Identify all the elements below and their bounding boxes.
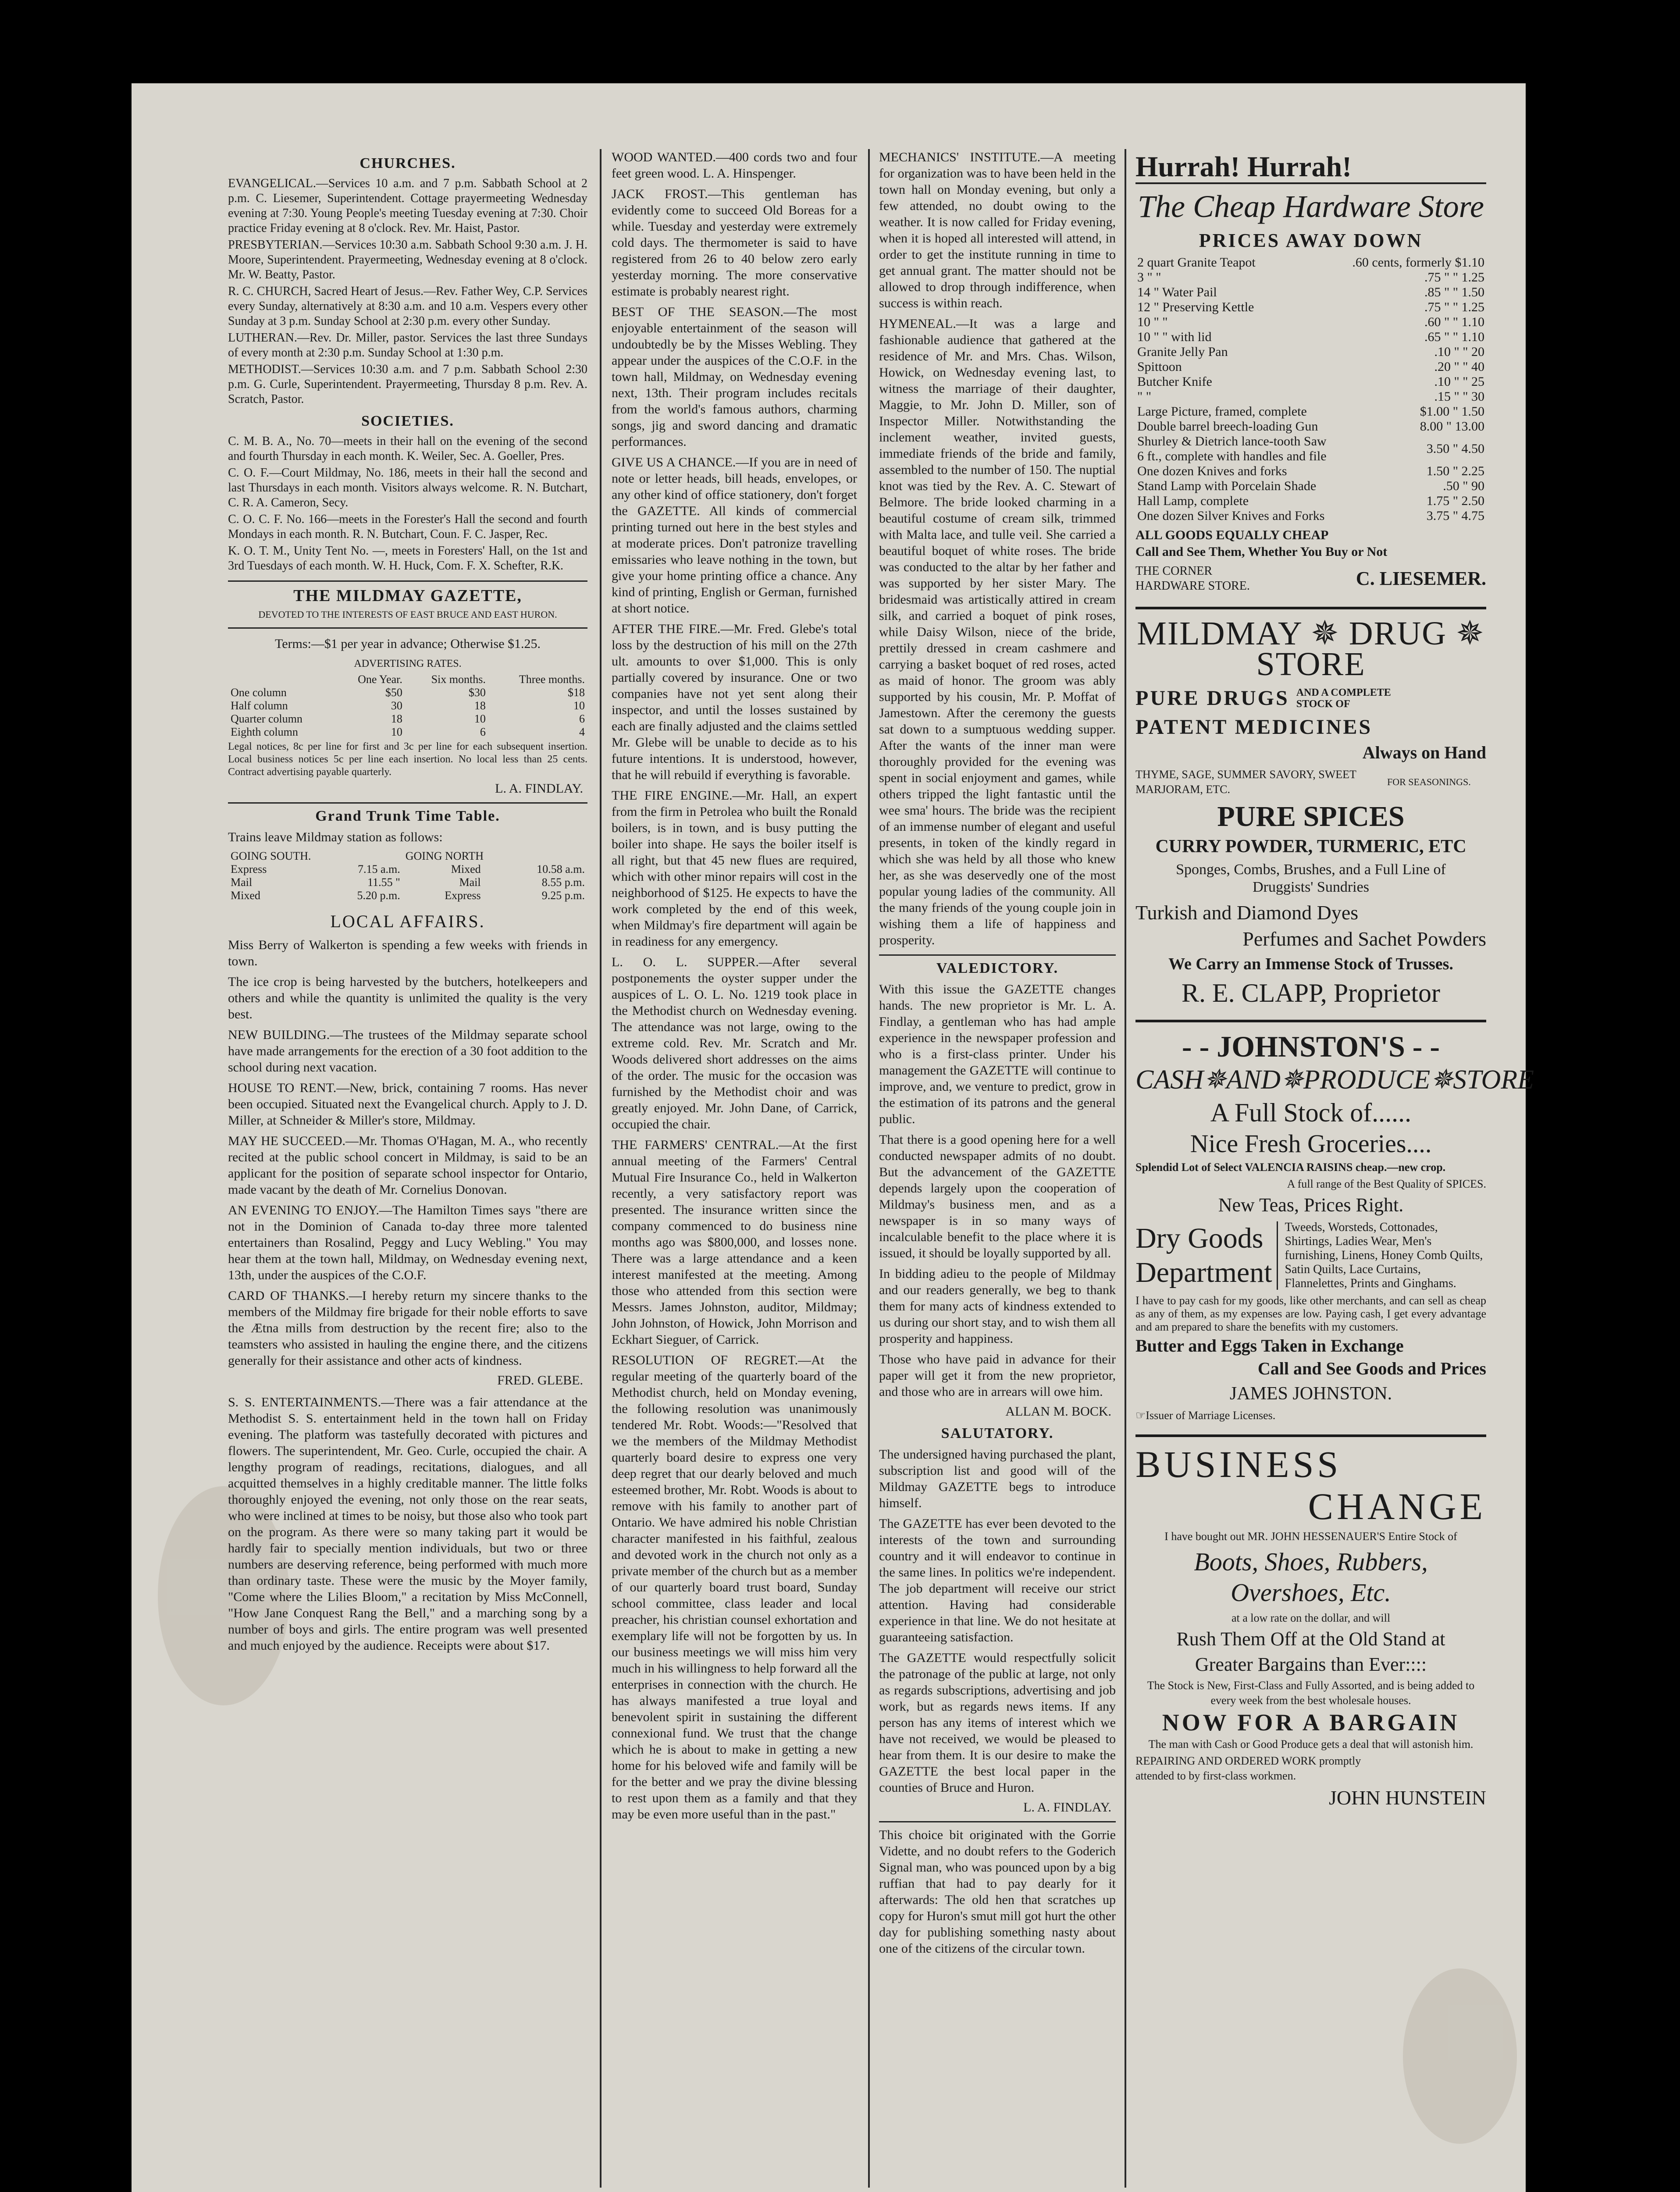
dry-goods-department: Dry Goods Department [1135,1221,1278,1290]
hurrah-heading: Hurrah! Hurrah! [1135,152,1486,184]
item-price: .75 " " 1.25 [1424,300,1484,314]
table-cell: Half column [231,699,288,712]
item-name: One dozen Knives and forks [1137,464,1287,478]
local-item: NEW BUILDING.—The trustees of the Mildmay separate school have made arrangements for the erection of a 30 foot addition to the school during next vacation. [228,1028,587,1075]
table-cell: Eighth column [231,726,298,738]
table-row [228,686,587,699]
new-teas: New Teas, Prices Right. [1218,1194,1404,1216]
table-row [1135,285,1486,300]
item-price: .65 " " 1.10 [1424,330,1484,344]
table-cell: $18 [568,686,585,699]
item-price: .60 cents, formerly $1.10 [1352,255,1484,270]
valedictory-heading: VALEDICTORY. [879,954,1116,977]
pure-spices: PURE SPICES [1217,801,1405,833]
table-cell: Mixed [451,863,481,875]
news-item: HYMENEAL.—It was a large and fashionable audience that gathered at the residence of Mr. and Mrs. Chas. Wilson, Howick, on Wednesday evening last, to witness the marriage of their daughter, Maggie, to Mr. John D. Miller, son of Inspector Miller. Notwithstanding the inclement weather, invited guests, immediate friends of the bride and family, assembled to the number of 150. The nuptial knot was tied by the Rev. A. C. Stewart of Belmore. The bride looked charming in a beautiful costume of cream silk, trimmed with Malta lace, and tulle veil. She carried a beautiful boquet of white roses. The bride was conducted to the altar by her father and was supported by her sister Mary. The bridesmaid was artistically attired in cream silk, and carried a boquet of pink roses, while Daisy Wilson, niece of the bride, prettily dressed in cream cashmere and carrying a basket boquet of red roses, acted as maid of honor. The groom was ably supported by his cousin, Mr. P. Moffat of Jamestown. After the ceremony the guests sat down to a sumptuous wedding supper. After the wants of the inner man were thoroughly provided for the evening was spent in social enjoyment and games, while others tripped the light fantastic until the wee sma' hours. The bride was the recipient of an immense number of elegant and useful presents, in token of the kindly regard in which she was held by all those who knew her, as she was deservedly one of the most popular young ladies of the community. All the many friends of the young couple join in wishing them a life of happiness and prosperity. [879,317,1116,947]
butter-and-eggs: Butter and Eggs Taken in Exchange [1135,1336,1404,1356]
cash-produce-store: CASH✵AND✵PRODUCE✵STORE [1135,1065,1534,1095]
business-owner: JOHN HUNSTEIN [1328,1786,1486,1809]
table-cell: $30 [468,686,486,699]
news-item: This choice bit originated with the Gorrie Vidette, and no doubt refers to the Goderich Signal man, who was pounced upon by a big ruffian that had to pay dearly for it afterwards: The old hen that scratches up copy for Huron's smut mill got hurt the other day for publishing something nasty about one of the citizens of the circular town. [879,1821,1116,1957]
table-cell: GOING SOUTH. [231,850,311,862]
corner-store: THE CORNER HARDWARE STORE. [1135,564,1250,593]
item-name: Spittoon [1137,359,1182,374]
table-row [1135,464,1486,479]
table-row [1135,479,1486,494]
table-header-row [228,850,587,863]
table-row [228,889,587,902]
table-cell: 11.55 " [367,876,400,889]
item-name: " " [1137,389,1151,404]
seasonings-line [1135,765,1486,799]
item-price: 3.50 " 4.50 [1426,441,1484,456]
now-for-a-bargain: NOW FOR A BARGAIN [1162,1709,1460,1736]
cash-or-produce: The man with Cash or Good Produce gets a deal that will astonish him. [1148,1738,1474,1751]
table-row [1135,255,1486,270]
table-row [1135,300,1486,315]
column-rule [1125,149,1126,2188]
salutatory-paragraph: The undersigned having purchased the plant, subscription list and good will of the Mildmay GAZETTE begs to introduce himself. [879,1447,1116,1510]
marriage-licenses: ☞Issuer of Marriage Licenses. [1135,1409,1276,1422]
table-cell: Express [445,889,481,902]
table-cell: Mixed [231,889,260,902]
item-name: 10 " " [1137,315,1168,329]
hardware-ad [1135,152,1486,595]
news-item: BEST OF THE SEASON.—The most enjoyable entertainment of the season will undoubtedly be by the Misses Webling. They appear under the auspices of the C.O.F. in the town hall, Mildmay, on Wednesday evening next, 13th. Their program includes recitals from the world's famous authors, charming songs, jig and sword dancing and dramatic performances. [612,305,857,449]
table-cell: 10 [391,726,402,738]
for-seasonings: FOR SEASONINGS. [1387,776,1471,787]
boots-shoes: Boots, Shoes, Rubbers, Overshoes, Etc. [1194,1548,1428,1607]
church-entry: METHODIST.—Services 10:30 a.m. and 7 p.m. Sabbath School 2:30 p.m. G. Curle, Superintendent. Prayermeeting, Thursday 8 p.m. Rev. A. Scratch, Pastor. [228,363,587,406]
dry-goods-block [1135,1219,1486,1292]
item-name: One dozen Silver Knives and Forks [1137,509,1325,523]
item-price: .10 " " 20 [1434,345,1484,359]
grand-trunk-heading: Grand Trunk Time Table. [228,802,587,825]
news-item: AFTER THE FIRE.—Mr. Fred. Glebe's total loss by the destruction of his mill on the 27th ult. amounts to over $1,000. This is only partially covered by insurance. One or two companies have not yet sent along their inspector, and until the losses sustained by each are finally adjusted and the claims settled Mr. Glebe will be unable to decide as to his future intentions. It is understood, however, that he will rebuild if everything is favorable. [612,622,857,782]
column-rule [868,149,870,2188]
society-entry: C. O. F.—Court Mildmay, No. 186, meets in their hall the second and last Thursdays in each month. Visitors always welcome. R. N. Butchart, C. R. A. Cameron, Secy. [228,466,587,509]
item-price: .85 " " 1.50 [1424,285,1484,299]
item-price: 3.75 " 4.75 [1426,509,1484,523]
societies-heading: SOCIETIES. [361,413,454,429]
item-price: 1.75 " 2.50 [1426,494,1484,508]
item-name: Hall Lamp, complete [1137,494,1249,508]
item-name: 10 " " with lid [1137,330,1212,344]
church-entry: LUTHERAN.—Rev. Dr. Miller, pastor. Services the last three Sundays of every month at 2:30 p.m. Sunday School at 1:30 p.m. [228,331,587,359]
table-cell: 5.20 p.m. [357,889,400,902]
church-entry: PRESBYTERIAN.—Services 10:30 a.m. Sabbath School 9:30 a.m. J. H. Moore, Superintendent. Prayermeeting, Wednesday evening at 8 o'clock. Mr. W. Beatty, Pastor. [228,238,587,281]
local-item: Miss Berry of Walkerton is spending a few weeks with friends in town. [228,938,587,968]
grand-trunk-intro: Trains leave Mildmay station as follows: [228,830,443,844]
gazette-title: THE MILDMAY GAZETTE, [293,587,522,605]
valedictory-paragraph: In bidding adieu to the people of Mildmay and our readers generally, we beg to thank them for many acts of kindness extended to us during our short stay, and to wish them all prosperity and happiness. [879,1267,1116,1346]
drug-proprietor: R. E. CLAPP, Proprietor [1181,979,1441,1007]
item-price: .15 " " 30 [1434,389,1484,404]
society-entry: C. M. B. A., No. 70—meets in their hall on the evening of the second and fourth Thursday in each month. K. Weiler, Sec. A. Goeller, Pres. [228,434,587,463]
table-row [228,726,587,739]
valedictory-paragraph: Those who have paid in advance for their paper will get it from the new proprietor, and those who are in arrears will owe him. [879,1352,1116,1399]
curry-powder: CURRY POWDER, TURMERIC, ETC [1155,836,1466,857]
table-cell: Mail [459,876,481,889]
news-item: RESOLUTION OF REGRET.—At the regular meeting of the quarterly board of the Methodist church, held on Monday evening, the following resolution was unanimously tendered Mr. Robt. Woods:—"Resolved that we the members of the Mildmay Methodist quarterly board desire to express one very deep regret that our dearly beloved and much esteemed brother, Mr. Robt. Woods is about to remove with his family to another part of Ontario. We have admired his noble Christian character manifested in his faithful, zealous and devoted work in the church not only as a private member of the church but as a member of our quarterly board trust board, Sunday school committee, class leader and local preacher, his christian counsel exhortation and exemplary life will not be forgotten by us. In our business meetings we will miss him very much in his willingness to help forward all the enterprises in connection with the church. He has always manifested a true loyal and benevolent spirit in sustaining the different connexional fund. We trust that the change which he is about to make in getting a new home for his beloved wife and family will be for the better and we pray the divine blessing to rest upon them as a family and that they may be even more useful than in the past." [612,1353,857,1822]
table-cell: 18 [474,699,486,712]
table-row [1135,419,1486,434]
table-row [1135,494,1486,509]
table-cell: GOING NORTH [405,850,484,862]
table-cell: 10 [474,712,486,725]
item-name: 12 " Preserving Kettle [1137,300,1254,314]
item-price: .20 " " 40 [1434,359,1484,374]
churches-heading: CHURCHES. [359,155,456,171]
society-entry: K. O. T. M., Unity Tent No. —, meets in Foresters' Hall, on the 1st and 3rd Tuesdays of each month. W. H. Huck, Com. F. X. Schefter, R.K. [228,544,587,573]
herbs: THYME, SAGE, SUMMER SAVORY, SWEET MARJORAM, ETC. [1135,768,1356,796]
item-name: Butcher Knife [1137,374,1212,389]
prices-away-down: PRICES AWAY DOWN [1199,230,1423,251]
news-item: L. O. L. SUPPER.—After several postponements the oyster supper under the auspices of L. O. L. No. 1219 took place in the Methodist church on Wednesday evening. The attendance was not large, owing to the extreme cold. Rev. Mr. Scratch and Mr. Woods delivered short addresses on the aims of the order. The music for the occasion was furnished by the Methodist choir and was greatly enjoyed. Mr. John Dane, of Carrick, occupied the chair. [612,955,857,1132]
table-cell: 7.15 a.m. [357,863,400,875]
table-cell: One column [231,686,287,699]
fresh-groceries: Nice Fresh Groceries.... [1190,1129,1432,1158]
rush-them-off: Rush Them Off at the Old Stand at [1176,1628,1445,1650]
item-price: 8.00 " 13.00 [1420,419,1484,434]
column-1 [228,149,587,1658]
column-rule [600,149,602,2188]
complete-stock: AND A COMPLETE STOCK OF [1296,687,1391,710]
table-cell: 10.58 a.m. [537,863,585,875]
item-name: 14 " Water Pail [1137,285,1217,299]
table-cell: 6 [480,726,486,738]
valencia-raisins: Splendid Lot of Select VALENCIA RAISINS cheap.—new crop. [1135,1161,1446,1174]
local-item: S. S. ENTERTAINMENTS.—There was a fair attendance at the Methodist S. S. entertainment held in the town hall on Friday evening. The platform was tastefully decorated with pictures and flowers. The superintendent, Mr. Geo. Curle, occupied the chair. A lengthy program of readings, recitations, dialogues, and all acquitted themselves in a highly creditable manner. The little folks thoroughly enjoyed the evening, not only those on the rear seats, who were inclined at times to be noisy, but those also who took part on the program. As there were so many taking part it would be hardly fair to specially mention individuals, but two or three numbers are deserving reference, being performed with much more than ordinary taste. These were the music by the Moyer family, "Come where the Lilies Bloom," a recitation by Miss McConnell, "How Jane Conquest Rang the Bell," and a marching song by a number of boys and girls. The entire program was well presented and much enjoyed by the audience. Receipts were about $17. [228,1395,587,1653]
item-price: $1.00 " 1.50 [1420,404,1484,419]
gazette-masthead [228,580,587,629]
greater-bargains: Greater Bargains than Ever:::: [1195,1654,1427,1675]
table-row [1135,315,1486,330]
drug-store-title: MILDMAY ✵ DRUG ✵ STORE [1137,615,1485,683]
table-row [1135,404,1486,419]
table-row [1135,345,1486,359]
advertising-signature: L. A. FINDLAY. [495,781,583,796]
society-entry: C. O. C. F. No. 166—meets in the Forester's Hall the second and fourth Mondays in each month. R. N. Butchart, Coun. F. C. Jasper, Rec. [228,512,587,541]
item-price: .60 " " 1.10 [1424,315,1484,329]
item-name: 3 " " [1137,270,1161,285]
trusses: We Carry an Immense Stock of Trusses. [1168,955,1453,973]
column-3 [879,149,1116,1961]
hardware-owner: C. LIESEMER. [1356,568,1486,589]
table-row [1135,389,1486,404]
johnston-ad [1135,1020,1534,1423]
hardware-footer [1135,562,1486,595]
item-name: Granite Jelly Pan [1137,345,1228,359]
news-item: JACK FROST.—This gentleman has evidently come to succeed Old Boreas for a while. Tuesday and yesterday were extremely cold days. The thermometer is said to have registered from 26 to 40 below zero early yesterday morning. The more conservative estimate is probably nearest right. [612,187,857,299]
table-row [1135,509,1486,523]
table-cell: 4 [579,726,585,738]
local-item: CARD OF THANKS.—I hereby return my sincere thanks to the members of the Mildmay fire brigade for their noble efforts to save the Ætna mills from destruction by the recent fire; also to the teamsters who assisted in hauling the engine there, and the citizens generally for their assistance and other acts of kindness. [228,1288,587,1368]
news-item: THE FARMERS' CENTRAL.—At the first annual meeting of the Farmers' Central Mutual Fire Insurance Co., held in Walkerton recently, a very satisfactory report was presented. The insurance written since the company commenced to do business nine months ago was $800,000, and losses none. There was a large attendance and a keen interest manifested at the meeting. Among those who attended from this section were Messrs. James Johnston, auditor, Mildmay; John Johnston, of Howick, John Morrison and Eckhart Sieguer, of Carrick. [612,1138,857,1347]
item-name: Large Picture, framed, complete [1137,404,1307,419]
item-name: Stand Lamp with Porcelain Shade [1137,479,1317,493]
best-spices: A full range of the Best Quality of SPICES. [1287,1178,1486,1190]
change-title: CHANGE [1308,1485,1486,1527]
call-and-see: Call and See Them, Whether You Buy or Not [1135,544,1388,559]
table-cell: One Year. [358,673,402,686]
table-row [228,863,587,876]
advertisements-column [1135,149,1534,1812]
advertising-notes: Legal notices, 8c per line for first and 3c per line for each subsequent insertion. Local business notices 5c per line each insertion. No local less than 25 cents. Contract advertising payable quarterly. [228,741,587,778]
local-item: The ice crop is being harvested by the butchers, hotelkeepers and others and while the quantity is unlimited the quality is the very best. [228,975,587,1021]
business-change-ad [1135,1434,1486,1810]
table-header-row [228,673,587,686]
table-cell [228,673,335,686]
call-see-goods: Call and See Goods and Prices [1257,1359,1486,1378]
news-item: WOOD WANTED.—400 cords two and four feet green wood. L. A. Hinspenger. [612,150,857,181]
valedictory-signature: ALLAN M. BOCK. [1005,1404,1111,1419]
table-cell: Six months. [431,673,486,686]
table-row [228,712,587,726]
item-name: Double barrel breech-loading Gun [1137,419,1318,434]
item-price: .10 " " 25 [1434,374,1484,389]
local-item: MAY HE SUCCEED.—Mr. Thomas O'Hagan, M. A., who recently recited at the public school concert in Mildmay, is said to be an applicant for the position of separate school inspector for Ontario, made vacant by the death of Mr. Cornelius Donovan. [228,1134,587,1197]
church-entry: EVANGELICAL.—Services 10 a.m. and 7 p.m. Sabbath School at 2 p.m. C. Liesemer, Superintendent. Cottage prayermeeting Wednesday evening at 7:30. Young People's meeting Tuesday evening at 7:30. Choir practice Friday evening at 8 o'clock. Rev. Mr. Haist, Pastor. [228,177,587,235]
perfumes: Perfumes and Sachet Powders [1242,928,1486,950]
salutatory-paragraph: The GAZETTE would respectfully solicit the patronage of the public at large, not only as regards subscriptions, advertising and job work, but as regards news items. If any person has any items of interest which we have not received, we would be pleased to hear from them. It is our desire to make the GAZETTE the best local paper in the counties of Bruce and Huron. [879,1651,1116,1795]
table-row [1135,434,1486,464]
table-cell: 18 [391,712,402,725]
table-cell: 6 [579,712,585,725]
advertising-rates-heading: ADVERTISING RATES. [354,658,462,669]
church-entry: R. C. CHURCH, Sacred Heart of Jesus.—Rev. Father Wey, C.P. Services every Sunday, alternatively at 8:30 a.m. and 10 a.m. Vespers every other Sunday at 3 p.m. Sunday School at 2:30 p.m. every other Sunday. [228,285,587,328]
news-item: THE FIRE ENGINE.—Mr. Hall, an expert from the firm in Petrolea who built the Ronald boilers, is in town, and is busy putting the boiler into shape. He says the boiler itself is all right, but that 45 new flues are required, which with other minor repairs will cost in the neighborhood of $125. He expects to have the work completed by the end of this week, when Mildmay's fire department will again be in readiness for any emergency. [612,788,857,949]
item-price: 1.50 " 2.25 [1426,464,1484,478]
bought-out: I have bought out MR. JOHN HESSENAUER'S Entire Stock of [1164,1530,1457,1543]
pure-drugs-line [1135,684,1486,713]
salutatory-signature: L. A. FINDLAY. [1023,1800,1111,1815]
gazette-subtitle: DEVOTED TO THE INTERESTS OF EAST BRUCE AND EAST HURON. [258,609,557,620]
local-affairs-heading: LOCAL AFFAIRS. [330,911,485,931]
local-item: AN EVENING TO ENJOY.—The Hamilton Times says "there are not in the Dominion of Canada to-day three more talented entertainers than Rosalind, Peggy and Lucy Webling." You may hear them at the town hall, Mildmay, on Wednesday evening next, 13th, under the auspices of the C.O.F. [228,1203,587,1282]
news-item: MECHANICS' INSTITUTE.—A meeting for organization was to have been held in the town hall on Monday evening, but only a few attended, no doubt owing to the weather. It is now called for Friday evening, when it is hoped all interested will attend, in order to get the institute running in time to get annual grant. The matter should not be allowed to drop through indifference, when success is within reach. [879,150,1116,310]
repairing-work: REPAIRING AND ORDERED WORK promptly attended to by first-class workmen. [1135,1754,1361,1782]
gazette-terms: Terms:—$1 per year in advance; Otherwise $1.25. [274,637,541,651]
table-row [1135,330,1486,345]
table-row [228,699,587,712]
table-cell: 10 [573,699,585,712]
johnston-title: - - JOHNSTON'S - - [1182,1030,1440,1063]
advertising-rates-table [228,673,587,739]
stock-new: The Stock is New, First-Class and Fully Assorted, and is being added to every week from the best wholesale houses. [1147,1679,1475,1707]
local-item: HOUSE TO RENT.—New, brick, containing 7 rooms. Has never been occupied. Situated next the Evangelical church. Apply to J. D. Miller, at Schneider & Miller's store, Mildmay. [228,1081,587,1128]
valedictory-paragraph: With this issue the GAZETTE changes hands. The new proprietor is Mr. L. A. Findlay, a gentleman who has had ample experience in the newspaper profession and who is a first-class printer. Under his management the GAZETTE will continue to improve, and, we venture to predict, grow in the estimation of its patrons and the general public. [879,982,1116,1126]
table-cell: $50 [385,686,402,699]
hardware-title: The Cheap Hardware Store [1138,189,1484,224]
item-price: .75 " " 1.25 [1424,270,1484,285]
dry-goods-list: Tweeds, Worsteds, Cottonades, Shirtings, Ladies Wear, Men's furnishing, Linens, Honey Comb Quilts, Satin Quilts, Lace Curtains, Flannelettes, Prints and Ginghams. [1285,1221,1483,1290]
valedictory-paragraph: That there is a good opening here for a well conducted newspaper admits of no doubt. But the advancement of the GAZETTE depends largely upon the cooperation of Mildmay's business men, and as a newspaper is in so many ways of incalculable benefit to the place where it is issued, it should be loyally supported by all. [879,1132,1116,1260]
item-name: Shurley & Dietrich lance-tooth Saw 6 ft., complete with handles and file [1137,434,1327,463]
table-cell: 8.55 p.m. [541,876,585,889]
price-list [1135,255,1486,523]
low-rate: at a low rate on the dollar, and will [1231,1612,1391,1624]
patent-medicines: PATENT MEDICINES [1135,715,1373,739]
newspaper-page [132,83,1534,2192]
equally-cheap: ALL GOODS EQUALLY CHEAP [1135,528,1329,542]
table-cell: Three months. [519,673,585,686]
table-row [228,876,587,889]
pay-cash-notice: I have to pay cash for my goods, like other merchants, and can sell as cheap as any of them, as my expenses are low. Paying cash, I get every advantage and am prepared to share the benefits with my customers. [1135,1294,1486,1333]
salutatory-heading: SALUTATORY. [941,1425,1054,1441]
train-timetable [228,850,587,902]
column-2 [612,149,857,1827]
table-cell: 9.25 p.m. [541,889,585,902]
dyes: Turkish and Diamond Dyes [1135,901,1359,924]
always-on-hand: Always on Hand [1362,743,1486,762]
table-row [1135,270,1486,285]
paper-stain [1403,1968,1517,2144]
salutatory-paragraph: The GAZETTE has ever been devoted to the interests of the town and surrounding country and it will endeavor to continue in the same lines. In politics we're independent. The job department will receive our strict attention. Having had considerable experience in that line. We do not hesitate at guaranteeing satisfaction. [879,1516,1116,1644]
johnston-owner: JAMES JOHNSTON. [1229,1384,1392,1404]
table-cell: Quarter column [231,712,303,725]
pure-drugs: PURE DRUGS [1135,687,1289,710]
full-stock: A Full Stock of...... [1210,1098,1412,1127]
table-cell: Express [231,863,267,875]
item-price: .50 " 90 [1443,479,1484,493]
sponges-combs: Sponges, Combs, Brushes, and a Full Line of Druggists' Sundries [1176,861,1446,895]
business-title: BUSINESS [1135,1443,1342,1485]
item-name: 2 quart Granite Teapot [1137,255,1256,270]
table-cell: Mail [231,876,253,889]
table-row [1135,374,1486,389]
news-item: GIVE US A CHANCE.—If you are in need of note or letter heads, bill heads, envelopes, or any other kind of office stationery, don't forget the GAZETTE. All kinds of commercial printing turned out here in the best styles and at moderate prices. Don't patronize travelling emissaries who leave nothing in the town, but give your home printing office a chance. Any kind of printing, English or German, furnished at short notice. [612,455,857,616]
card-of-thanks-signature: FRED. GLEBE. [497,1373,583,1388]
table-row [1135,359,1486,374]
table-cell: 30 [391,699,402,712]
drug-store-ad [1135,607,1486,1008]
